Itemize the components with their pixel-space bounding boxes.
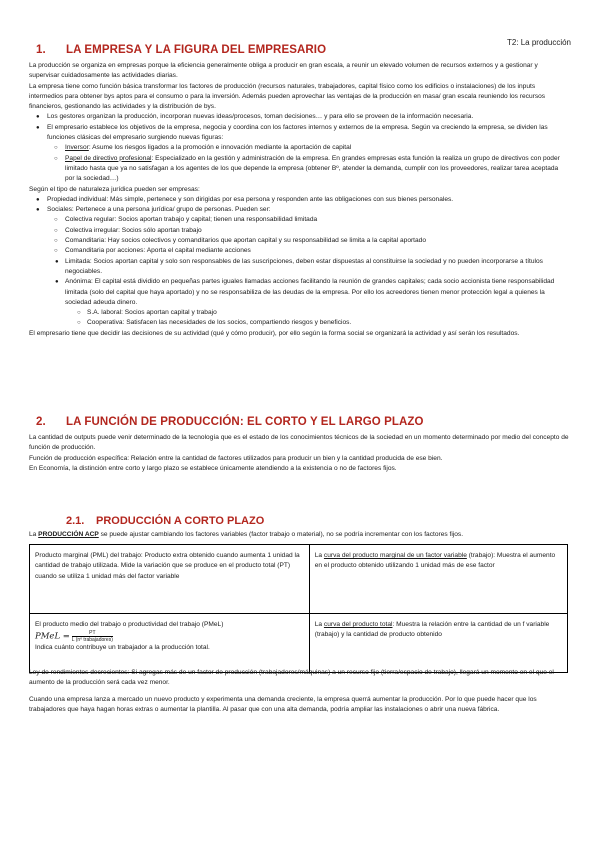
pml-definition: Producto marginal (PML) del trabajo: Producto extra obtenido cuando aumenta 1 unidad la cantidad de trabajo utilizada. Mide la variación que se produce en el producto total (PT) cuando se utiliza 1 unidad más del factor variable	[35, 552, 300, 580]
term-curva-total: curva del producto total	[323, 621, 393, 628]
list-item: ○ Colectiva regular: Socios aportan trabajo y capital; tienen una responsabilidad limitada	[29, 215, 569, 225]
paragraph: La cantidad de outputs puede venir determinado de la tecnología que es el estado de los conocimientos técnicos de la sociedad en un momento determinado por medio del concepto de función de producción.	[29, 434, 569, 452]
pmel-definition: Indica cuánto contribuye un trabajador a la producción total.	[35, 644, 210, 652]
table-row	[30, 545, 568, 614]
table-cell-curva-marginal	[309, 545, 567, 614]
table-cell-curva-total	[309, 614, 567, 673]
section-number: 1.	[36, 44, 46, 56]
fraction-numerator: PT	[72, 630, 113, 637]
table-row	[30, 614, 568, 673]
formula-lhs: PMeL =	[35, 631, 70, 642]
list-item	[29, 143, 569, 153]
text: La	[314, 552, 324, 559]
section-number: 2.1.	[66, 515, 85, 527]
table-cell-pmel	[30, 614, 310, 673]
text: La	[314, 621, 324, 628]
list-item: ● Limitada: Socios aportan capital y solo son responsables de las suscripciones, deben estar dispuestas al constituirse la sociedad y no pueden incorporarse a títulos negociables.	[29, 257, 569, 278]
text: se puede ajustar cambiando los factores variables (factor trabajo o material), no se podría incrementar con los factores fijos.	[98, 531, 464, 538]
section-title: LA FUNCIÓN DE PRODUCCIÓN: EL CORTO Y EL LARGO PLAZO	[66, 416, 424, 428]
term-text: : Asume los riesgos ligados a la promoción e innovación mediante la aportación de capital	[88, 144, 352, 152]
fraction-denominator: L (nº trabajadores)	[71, 637, 113, 644]
concepts-table	[29, 544, 568, 673]
subsection-2-1-heading	[66, 515, 264, 527]
list-item: ○ Comanditaria: Hay socios colectivos y comanditarios que aportan capital y su responsabilidad se limita a la capital aportado	[29, 236, 569, 246]
term-text: : Especializado en la gestión y administración de la empresa. En grandes empresas esta función la realiza un grupo de directivos con poder limitado hasta que ya no satisfagan a los agentes de los que depende la empresa (obtener Bº, atender la demanda, cumplir con los proveedores, realizar tarea aceptada por la sociedad…)	[65, 154, 560, 183]
paragraph: En Economía, la distinción entre corto y largo plazo se establece únicamente atendiendo a la existencia o no de factores fijos.	[29, 464, 397, 472]
text: : Muestra la relación entre la cantidad de un f variable (trabajo) y la cantidad de producto obtenido	[314, 621, 550, 639]
term-produccion-acp: PRODUCCIÓN ACP	[38, 531, 99, 538]
paragraph: Ley de rendimientos decrecientes: Si agregas más de un factor de producción (trabajadores/máquinas) a un recurso fijo (tierra/espacio de trabajo), llegará un momento en el que el aumento de la producción será cada vez menor.	[29, 669, 554, 687]
subsection-intro	[29, 530, 569, 540]
term-curva-marginal: curva del producto marginal de un factor variable	[323, 552, 467, 559]
paragraph: Función de producción específica: Relación entre la cantidad de factores utilizados para producir un bien y la cantidad producida de ese bien.	[29, 454, 443, 462]
paragraph: Cuando una empresa lanza a mercado un nuevo producto y experimenta una demanda creciente, la empresa querrá aumentar la producción. Por lo que puede hacer que los trabajadores que haya hagan horas extras o aumentar la plantilla. Al pasar que con una alta demanda, podría ampliar las instalaciones o abrir una nueva fábrica.	[29, 695, 537, 713]
list-item: ● Sociales: Pertenece a una persona jurídica/ grupo de personas. Pueden ser:	[29, 205, 569, 215]
paragraph: La empresa tiene como función básica transformar los factores de producción (recursos naturales, trabajadores, capital físico como los edificios o instalaciones) de los inputs intermedios para obtener bys aptos para el consumo o para la inversión. Además pueden aprovechar las ventajas de la producción en masa/ gran escala reuniendo los recursos financieros, gestionando las actividades y la distribución de bys.	[29, 82, 546, 111]
section-title: PRODUCCIÓN A CORTO PLAZO	[96, 515, 265, 527]
section-2-heading	[36, 416, 566, 428]
list-item: ● Los gestores organizan la producción, incorporan nuevas ideas/procesos, toman decisiones… y para ello se proveen de la información necesaria.	[29, 112, 569, 122]
paragraph: Según el tipo de naturaleza jurídica pueden ser empresas:	[29, 185, 200, 193]
section-title: LA EMPRESA Y LA FIGURA DEL EMPRESARIO	[66, 44, 327, 56]
page-header-topic: T2: La producción	[506, 38, 571, 47]
paragraph: El empresario tiene que decidir las decisiones de su actividad (qué y cómo producir), por ello según la forma social se organizará la actividad y así serán los resultados.	[29, 329, 520, 337]
table-cell-pml	[30, 545, 310, 614]
list-item: ● El empresario establece los objetivos de la empresa, negocia y coordina con los factores internos y externos de la empresa. Según va creciendo la empresa, se dividen las funciones clásicas del empresario surgiendo nuevas figuras:	[29, 123, 569, 144]
pmel-formula	[35, 630, 304, 643]
term-inversor: Inversor	[65, 144, 89, 152]
term-directivo: Papel de directivo profesional	[65, 154, 152, 162]
formula-fraction	[72, 630, 113, 643]
list-item: ● Anónima: El capital está dividido en pequeñas partes iguales llamadas acciones facilitando la reunión de grandes capitales; cada socio accionista tiene responsabilidad limitada (solo del capital que haya aportado) y no se responsabiliza de las deudas de la empresa. Por ello los acreedores tienen menor protección legal a quienes la sociedad adeuda dinero.	[29, 277, 569, 308]
paragraph	[29, 530, 569, 540]
paragraph: La producción se organiza en empresas porque la eficiencia generalmente obliga a producir en gran escala, a reunir un elevado volumen de recursos externos y a gestionar y supervisar cuidadosamente las actividades diarias.	[29, 62, 538, 80]
pmel-title: El producto medio del trabajo o productividad del trabajo (PMeL)	[35, 621, 224, 628]
list-item: ○ Cooperativa: Satisfacen las necesidades de los socios, compartiendo riesgos y beneficios.	[29, 318, 569, 328]
list-item: ○ S.A. laboral: Socios aportan capital y trabajo	[29, 308, 569, 318]
list-item: ○ Colectiva irregular: Socios sólo aportan trabajo	[29, 226, 569, 236]
section-number: 2.	[36, 416, 46, 428]
list-item	[29, 154, 569, 185]
section-2-body	[29, 433, 569, 474]
section-1-body	[29, 61, 569, 339]
text: La	[29, 531, 39, 538]
list-item: ○ Comanditaria por acciones: Aporta el capital mediante acciones	[29, 246, 569, 256]
list-item: ● Propiedad individual: Más simple, pertenece y son dirigidas por esa persona y responden ante las obligaciones con sus bienes personales.	[29, 195, 569, 205]
section-1-heading	[36, 44, 566, 56]
text: (trabajo): Muestra el aumento en el producto obtenido utilizando 1 unidad más de ese factor	[314, 552, 556, 570]
rendimientos-block	[29, 668, 569, 715]
